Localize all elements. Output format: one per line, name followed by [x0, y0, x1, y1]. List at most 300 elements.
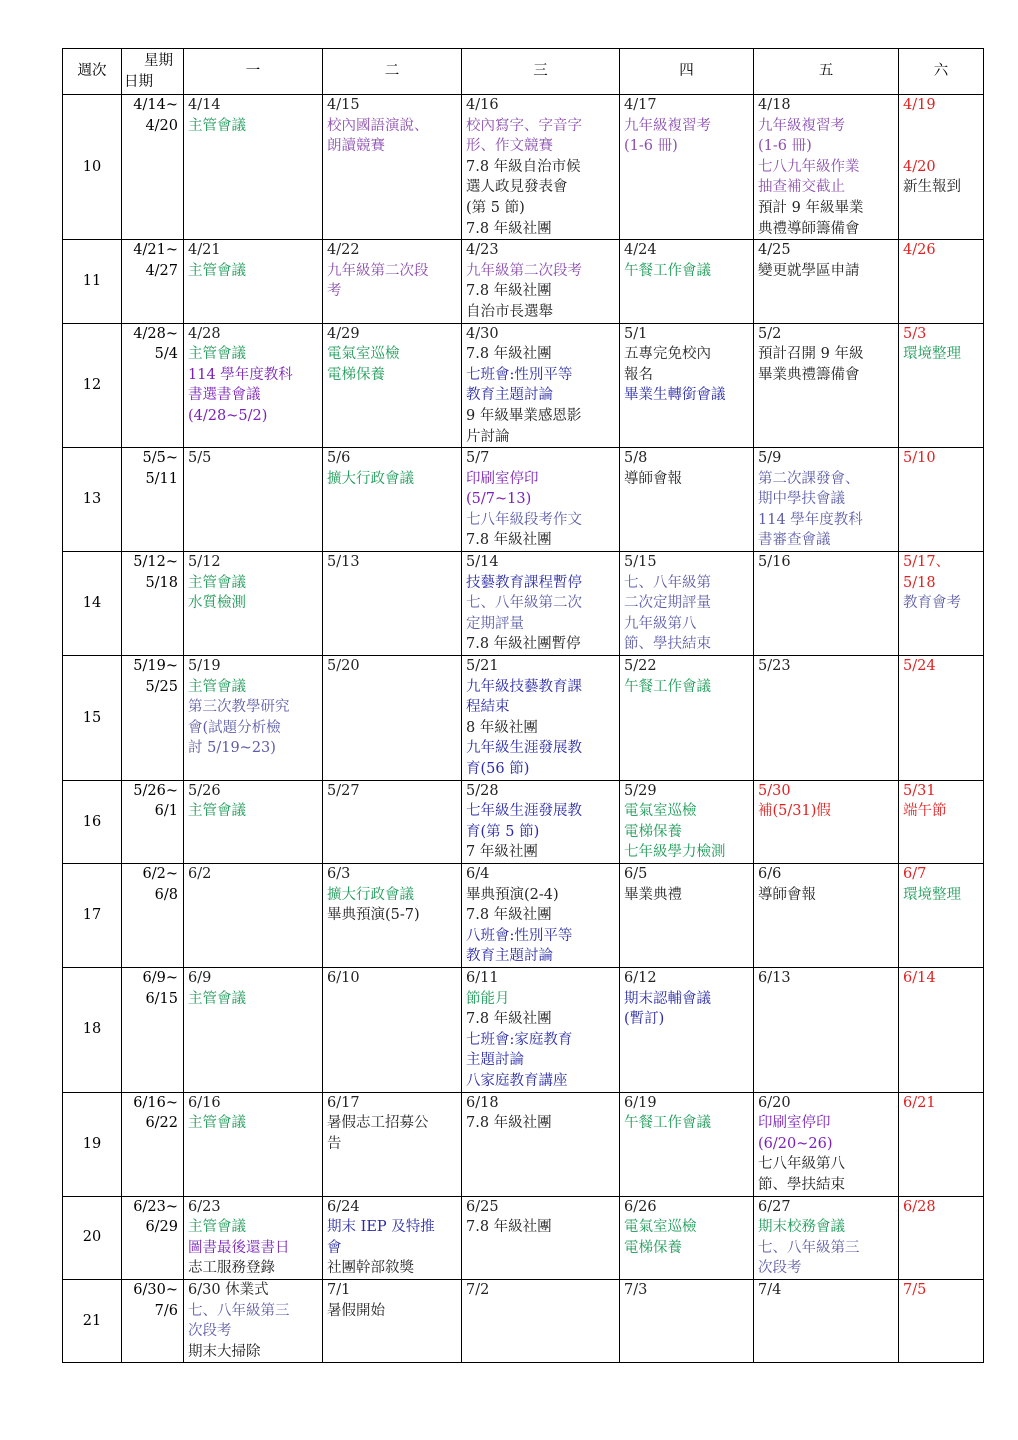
event-line: 擴大行政會議: [327, 886, 414, 903]
event-line: 環境整理: [903, 346, 961, 363]
day-cell: [754, 967, 899, 1092]
cell-date: 5/21: [466, 658, 499, 675]
day-cell: [899, 1092, 984, 1196]
event-line: 教育主題討論: [466, 948, 553, 965]
day-cell: [620, 656, 754, 781]
cell-date: 5/19: [188, 658, 221, 675]
cell-date: 6/23: [188, 1198, 221, 1215]
day-cell: [899, 448, 984, 552]
cell-date: 4/16: [466, 97, 499, 113]
event-line: 印刷室停印: [466, 470, 539, 487]
event-line: 7.8 年級社團: [466, 1011, 552, 1028]
date-range-line: 6/15: [145, 990, 178, 1007]
week-number: 10: [63, 95, 122, 240]
cell-date: 4/24: [624, 242, 657, 259]
week-row: [63, 448, 984, 552]
day-cell: [462, 95, 620, 240]
event-line: 書選書會議: [188, 387, 261, 404]
event-line: 114 學年度教科: [188, 366, 293, 383]
event-line: 畢業生轉銜會議: [624, 387, 726, 404]
week-date-range: [122, 323, 184, 448]
event-line: 畢業典禮籌備會: [758, 366, 860, 383]
event-line: 九年級生涯發展教: [466, 740, 582, 757]
event-line: 期末 IEP 及特推: [327, 1219, 435, 1236]
day-cell: [620, 323, 754, 448]
event-line: 次段考: [188, 1323, 232, 1340]
event-line: 期末大掃除: [188, 1343, 261, 1360]
day-header-label: 星期: [144, 52, 173, 69]
cell-date: 5/27: [327, 782, 360, 799]
week-row: [63, 240, 984, 323]
day-cell: [620, 967, 754, 1092]
day-cell: [184, 1279, 323, 1362]
event-line: 九年級第二次段: [327, 262, 429, 279]
event-line: [903, 136, 979, 157]
event-line: 教育會考: [903, 595, 961, 612]
date-range-line: 5/12~: [133, 554, 178, 571]
event-line: 七、八年級第: [624, 574, 711, 591]
date-range-line: 6/9~: [142, 969, 178, 986]
event-line: (暫訂): [624, 1011, 665, 1028]
day-cell: [323, 1092, 462, 1196]
event-line: 電氣室巡檢: [624, 1219, 697, 1236]
day-cell: [323, 656, 462, 781]
event-line: 補(5/31)假: [758, 803, 831, 820]
week-row: [63, 323, 984, 448]
week-number: 12: [63, 323, 122, 448]
day-cell: [462, 448, 620, 552]
event-line: 端午節: [903, 803, 947, 820]
event-line: 環境整理: [903, 886, 961, 903]
cell-date: 4/14: [188, 97, 221, 113]
cell-date: 5/23: [758, 658, 791, 675]
event-line: 畢典預演(2-4): [466, 886, 559, 903]
event-line: 九年級第二次段考: [466, 262, 582, 279]
week-row: [63, 552, 984, 656]
day-cell: [754, 323, 899, 448]
week-row: [63, 656, 984, 781]
event-line: 八家庭教育講座: [466, 1072, 568, 1089]
event-line: 水質檢測: [188, 595, 246, 612]
week-number: 19: [63, 1092, 122, 1196]
event-line: 第三次教學研究: [188, 699, 290, 716]
event-line: 節、學扶結束: [758, 1176, 845, 1193]
event-line: 九年級複習考: [624, 117, 711, 134]
day-cell: [323, 1196, 462, 1279]
day-cell: [462, 967, 620, 1092]
event-line: 七八九年級作業: [758, 158, 860, 175]
cell-date: 6/2: [188, 866, 212, 882]
day-cell: [462, 323, 620, 448]
day-cell: [754, 95, 899, 240]
date-range-line: 4/21~: [133, 242, 178, 259]
event-line: 擴大行政會議: [327, 470, 414, 487]
week-number: 16: [63, 780, 122, 863]
day-cell: [620, 1092, 754, 1196]
header-row: [63, 49, 984, 95]
event-line: (5/7~13): [466, 491, 532, 508]
cell-date: 6/20: [758, 1094, 791, 1111]
event-line: 育(56 節): [466, 761, 530, 778]
event-line: 暑假開始: [327, 1302, 385, 1319]
weekday-header-mon: 一: [184, 49, 323, 95]
event-line: 報名: [624, 366, 653, 383]
cell-date: 6/16: [188, 1094, 221, 1111]
week-date-range: [122, 1092, 184, 1196]
cell-date: 6/30 休業式: [188, 1281, 269, 1298]
event-line: 5/18: [903, 574, 936, 591]
cell-date: 6/7: [903, 866, 927, 882]
event-line: 教育主題討論: [466, 387, 553, 404]
day-cell: [754, 240, 899, 323]
day-cell: [899, 240, 984, 323]
week-number: 21: [63, 1279, 122, 1362]
day-cell: [620, 780, 754, 863]
event-line: 114 學年度教科: [758, 511, 863, 528]
week-row: [63, 95, 984, 240]
cell-date: 6/10: [327, 969, 360, 986]
day-cell: [754, 552, 899, 656]
event-line: 導師會報: [624, 470, 682, 487]
cell-date: 5/5: [188, 450, 212, 467]
cell-date: 5/28: [466, 782, 499, 799]
event-line: 程結束: [466, 699, 510, 716]
cell-date: 5/6: [327, 450, 351, 467]
event-line: 期末校務會議: [758, 1219, 845, 1236]
event-line: 典禮導師籌備會: [758, 220, 860, 237]
cell-date: 5/8: [624, 450, 648, 467]
week-row: [63, 967, 984, 1092]
cell-date: 6/12: [624, 969, 657, 986]
cell-date: 5/15: [624, 554, 657, 571]
cell-date: 6/18: [466, 1094, 499, 1111]
cell-date: 5/17、: [903, 554, 951, 571]
event-line: 會: [327, 1239, 342, 1256]
event-line: 預計召開 9 年級: [758, 346, 864, 363]
event-line: 形、作文競賽: [466, 138, 553, 155]
event-line: 七班會:性別平等: [466, 366, 573, 383]
week-number: 17: [63, 864, 122, 968]
week-row: [63, 780, 984, 863]
cell-date: 6/17: [327, 1094, 360, 1111]
event-line: 考: [327, 283, 342, 300]
event-line: 7.8 年級自治市候: [466, 158, 581, 175]
week-number: 11: [63, 240, 122, 323]
event-line: 新生報到: [903, 179, 961, 196]
week-number: 13: [63, 448, 122, 552]
day-cell: [754, 780, 899, 863]
event-line: 主管會議: [188, 1219, 246, 1236]
event-line: 午餐工作會議: [624, 262, 711, 279]
event-line: 主管會議: [188, 346, 246, 363]
cell-date: 5/13: [327, 554, 360, 571]
event-line: (6/20~26): [758, 1135, 833, 1152]
event-line: 8 年級社團: [466, 719, 538, 736]
day-date-header: [122, 49, 184, 95]
cell-date: 7/2: [466, 1281, 490, 1298]
cell-date: 6/26: [624, 1198, 657, 1215]
date-range-line: 6/22: [145, 1115, 178, 1132]
date-range-line: 5/5~: [142, 450, 178, 467]
day-cell: [620, 95, 754, 240]
event-line: 節、學扶結束: [624, 636, 711, 653]
cell-date: 5/26: [188, 782, 221, 799]
event-line: 七、八年級第三: [758, 1239, 860, 1256]
cell-date: 4/19: [903, 97, 936, 113]
day-cell: [323, 95, 462, 240]
event-line: 七、八年級第三: [188, 1302, 290, 1319]
day-cell: [620, 552, 754, 656]
date-range-line: 6/29: [145, 1219, 178, 1236]
event-line: [903, 116, 979, 137]
week-date-range: [122, 1279, 184, 1362]
event-line: 印刷室停印: [758, 1115, 831, 1132]
event-line: 電氣室巡檢: [624, 803, 697, 820]
event-line: 電梯保養: [327, 366, 385, 383]
cell-date: 5/31: [903, 782, 936, 799]
day-cell: [754, 1196, 899, 1279]
cell-date: 6/21: [903, 1094, 936, 1111]
cell-date: 5/24: [903, 658, 936, 675]
event-line: 書審查會議: [758, 532, 831, 549]
day-cell: [899, 1279, 984, 1362]
day-cell: [620, 1279, 754, 1362]
day-cell: [620, 1196, 754, 1279]
day-cell: [899, 1196, 984, 1279]
cell-date: 4/22: [327, 242, 360, 259]
date-range-line: 5/26~: [133, 782, 178, 799]
event-line: 告: [327, 1135, 342, 1152]
day-cell: [620, 864, 754, 968]
week-date-range: [122, 967, 184, 1092]
date-header-label: 日期: [124, 73, 153, 90]
date-range-line: 6/1: [154, 803, 178, 820]
event-line: 自治市長選舉: [466, 303, 553, 320]
event-line: 預計 9 年級畢業: [758, 199, 864, 216]
day-cell: [462, 1279, 620, 1362]
date-range-line: 5/18: [145, 574, 178, 591]
event-line: 畢業典禮: [624, 886, 682, 903]
event-line: 7.8 年級社團: [466, 532, 552, 549]
week-date-range: [122, 448, 184, 552]
day-cell: [754, 1092, 899, 1196]
cell-date: 7/3: [624, 1281, 648, 1298]
event-line: 畢典預演(5-7): [327, 907, 420, 924]
day-cell: [754, 864, 899, 968]
cell-date: 6/6: [758, 866, 782, 882]
cell-date: 4/23: [466, 242, 499, 259]
weekday-header-sat: 六: [899, 49, 984, 95]
week-date-range: [122, 656, 184, 781]
day-cell: [754, 448, 899, 552]
date-range-line: 5/19~: [133, 658, 178, 675]
cell-date: 6/24: [327, 1198, 360, 1215]
cell-date: 4/29: [327, 325, 360, 342]
event-line: 7.8 年級社團: [466, 1115, 552, 1132]
week-header: 週次: [63, 49, 122, 95]
day-cell: [184, 240, 323, 323]
event-line: 七、八年級第二次: [466, 595, 582, 612]
week-row: [63, 1196, 984, 1279]
cell-date: 5/1: [624, 325, 648, 342]
event-line: 七八年級第八: [758, 1156, 845, 1173]
weekday-header-fri: 五: [754, 49, 899, 95]
event-line: 期末認輔會議: [624, 990, 711, 1007]
day-cell: [899, 967, 984, 1092]
day-cell: [184, 552, 323, 656]
week-row: [63, 864, 984, 968]
event-line: 會(試題分析檢: [188, 719, 281, 736]
event-line: 7.8 年級社團: [466, 1219, 552, 1236]
date-range-line: 4/14~: [133, 97, 178, 113]
event-line: 節能月: [466, 990, 510, 1007]
event-line: 第二次課發會、: [758, 470, 860, 487]
event-line: 主管會議: [188, 803, 246, 820]
cell-date: 6/25: [466, 1198, 499, 1215]
event-line: 變更就學區申請: [758, 262, 860, 279]
day-cell: [323, 240, 462, 323]
event-line: 午餐工作會議: [624, 678, 711, 695]
cell-date: 5/2: [758, 325, 782, 342]
week-number: 14: [63, 552, 122, 656]
day-cell: [184, 448, 323, 552]
event-line: 7.8 年級社團暫停: [466, 636, 581, 653]
event-line: 九年級複習考: [758, 117, 845, 134]
event-line: 7 年級社團: [466, 844, 538, 861]
date-range-line: 4/20: [145, 117, 178, 134]
day-cell: [462, 656, 620, 781]
event-line: 電梯保養: [624, 823, 682, 840]
week-number: 20: [63, 1196, 122, 1279]
day-cell: [323, 552, 462, 656]
cell-date: 5/3: [903, 325, 927, 342]
cell-date: 6/11: [466, 969, 499, 986]
event-line: 志工服務登錄: [188, 1260, 275, 1277]
event-line: 主管會議: [188, 678, 246, 695]
cell-date: 7/4: [758, 1281, 782, 1298]
week-date-range: [122, 780, 184, 863]
cell-date: 6/3: [327, 866, 351, 882]
day-cell: [323, 1279, 462, 1362]
event-line: 7.8 年級社團: [466, 220, 552, 237]
cell-date: 6/19: [624, 1094, 657, 1111]
event-line: 9 年級畢業感恩影: [466, 407, 582, 424]
day-cell: [184, 1092, 323, 1196]
cell-date: 6/5: [624, 866, 648, 882]
week-date-range: [122, 864, 184, 968]
date-range-line: 5/25: [145, 678, 178, 695]
event-line: 暑假志工招募公: [327, 1115, 429, 1132]
weekday-header-thu: 四: [620, 49, 754, 95]
event-line: (1-6 冊): [624, 138, 678, 155]
event-line: 期中學扶會議: [758, 491, 845, 508]
day-cell: [323, 864, 462, 968]
event-line: 主管會議: [188, 117, 246, 134]
event-line: 九年級技藝教育課: [466, 678, 582, 695]
week-date-range: [122, 552, 184, 656]
event-line: (第 5 節): [466, 199, 525, 216]
cell-date: 4/21: [188, 242, 221, 259]
cell-date: 4/25: [758, 242, 791, 259]
cell-date: 5/14: [466, 554, 499, 571]
event-line: 七八年級段考作文: [466, 511, 582, 528]
event-line: 社團幹部敘獎: [327, 1260, 414, 1277]
date-range-line: 4/27: [145, 262, 178, 279]
day-cell: [462, 240, 620, 323]
day-cell: [462, 864, 620, 968]
event-line: 抽查補交截止: [758, 179, 845, 196]
date-range-line: 4/28~: [133, 325, 178, 342]
day-cell: [754, 1279, 899, 1362]
event-line: 定期評量: [466, 615, 524, 632]
event-line: 二次定期評量: [624, 595, 711, 612]
cell-date: 5/29: [624, 782, 657, 799]
event-line: 主題討論: [466, 1052, 524, 1069]
event-line: 電氣室巡檢: [327, 346, 400, 363]
cell-date: 5/20: [327, 658, 360, 675]
day-cell: [462, 780, 620, 863]
week-number: 15: [63, 656, 122, 781]
cell-date: 6/13: [758, 969, 791, 986]
event-line: 技藝教育課程暫停: [466, 574, 582, 591]
cell-date: 5/7: [466, 450, 490, 467]
day-cell: [899, 656, 984, 781]
date-range-line: 7/6: [154, 1302, 178, 1319]
day-cell: [184, 780, 323, 863]
cell-date: 5/16: [758, 554, 791, 571]
week-row: [63, 1092, 984, 1196]
calendar-table: [62, 48, 984, 1363]
event-line: 校內寫字、字音字: [466, 117, 582, 134]
date-range-line: 6/8: [154, 886, 178, 903]
day-cell: [462, 552, 620, 656]
event-line: 育(第 5 節): [466, 823, 540, 840]
event-line: 電梯保養: [624, 1239, 682, 1256]
day-cell: [899, 780, 984, 863]
day-cell: [323, 448, 462, 552]
cell-date: 5/12: [188, 554, 221, 571]
cell-date: 4/30: [466, 325, 499, 342]
cell-date: 4/26: [903, 242, 936, 259]
cell-date: 6/27: [758, 1198, 791, 1215]
event-line: 九年級第八: [624, 615, 697, 632]
event-line: 次段考: [758, 1260, 802, 1277]
event-line: 朗讀競賽: [327, 138, 385, 155]
event-line: 七班會:家庭教育: [466, 1031, 573, 1048]
weekday-header-tue: 二: [323, 49, 462, 95]
day-cell: [323, 967, 462, 1092]
event-line: 7.8 年級社團: [466, 346, 552, 363]
cell-date: 6/28: [903, 1198, 936, 1215]
week-date-range: [122, 1196, 184, 1279]
day-cell: [620, 448, 754, 552]
cell-date: 6/4: [466, 866, 490, 882]
day-cell: [184, 1196, 323, 1279]
day-cell: [899, 864, 984, 968]
event-line: (4/28~5/2): [188, 407, 268, 424]
day-cell: [754, 656, 899, 781]
calendar-body: [63, 95, 984, 1363]
date-range-line: 6/30~: [133, 1281, 178, 1298]
week-date-range: [122, 240, 184, 323]
cell-date: 4/15: [327, 97, 360, 113]
day-cell: [184, 864, 323, 968]
cell-date: 7/1: [327, 1281, 351, 1298]
day-cell: [184, 967, 323, 1092]
cell-date: 4/18: [758, 97, 791, 113]
cell-date: 4/28: [188, 325, 221, 342]
event-line: 主管會議: [188, 262, 246, 279]
